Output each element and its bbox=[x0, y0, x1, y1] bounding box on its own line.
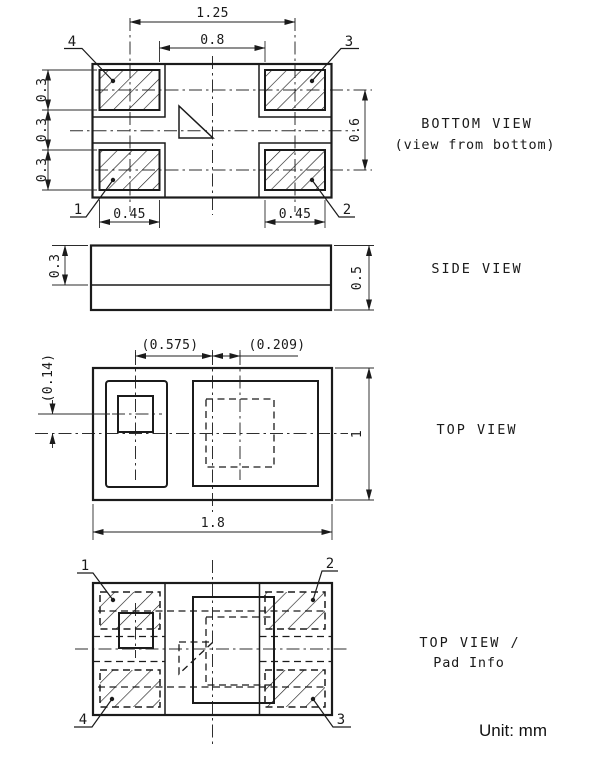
top-view-title: TOP VIEW bbox=[436, 422, 518, 438]
pin-label-4: 4 bbox=[67, 34, 77, 50]
pin3-dot bbox=[310, 79, 314, 83]
dim-label-body-width: 1.8 bbox=[200, 516, 226, 531]
bottom-view-subtitle: (view from bottom) bbox=[394, 137, 556, 153]
padinfo-pin-label-1: 1 bbox=[80, 558, 90, 574]
pin1-dot bbox=[111, 178, 115, 182]
padinfo-pad-2-top-right bbox=[265, 592, 325, 629]
padinfo-pin1-dot bbox=[111, 598, 115, 602]
pin2-dot bbox=[310, 178, 314, 182]
dim-label-pad-pitch-y: 0.6 bbox=[348, 117, 363, 143]
dim-label-pad-w-left: 0.45 bbox=[113, 207, 146, 222]
padinfo-pin-label-3: 3 bbox=[336, 712, 346, 728]
dim-label-pad-w-right: 0.45 bbox=[278, 207, 312, 222]
dim-label-pad-gap-y: 0.3 bbox=[35, 117, 50, 143]
pin-label-2: 2 bbox=[342, 202, 352, 218]
padinfo-pad-3-bottom-right bbox=[265, 670, 325, 707]
pin4-dot bbox=[111, 79, 115, 83]
dim-label-offset-y: (0.14) bbox=[41, 353, 56, 403]
bottom-view-title: BOTTOM VIEW bbox=[421, 116, 533, 132]
padinfo-pin-label-2: 2 bbox=[325, 556, 335, 572]
padinfo-pin-label-4: 4 bbox=[78, 712, 88, 728]
dim-label-offset-right: (0.209) bbox=[248, 338, 306, 353]
dim-label-lid-height: 0.3 bbox=[48, 253, 63, 279]
side-view-title: SIDE VIEW bbox=[431, 261, 523, 277]
padinfo-pin4-dot bbox=[110, 697, 114, 701]
pad-info-title-line2: Pad Info bbox=[433, 655, 505, 671]
padinfo-pin2-dot bbox=[311, 598, 315, 602]
dim-label-offset-left: (0.575) bbox=[141, 338, 199, 353]
pin-label-1: 1 bbox=[73, 202, 83, 218]
dim-label-total-height: 0.5 bbox=[350, 265, 365, 291]
padinfo-pad-1-top-left bbox=[100, 592, 160, 629]
pad-2-bottom-right bbox=[265, 150, 325, 190]
dim-label-body-height: 1 bbox=[350, 429, 365, 439]
padinfo-pin3-dot bbox=[311, 697, 315, 701]
dim-label-pad-h-top: 0.3 bbox=[35, 77, 50, 103]
pad-1-bottom-left bbox=[100, 150, 160, 190]
pad-info-title-line1: TOP VIEW / bbox=[419, 635, 521, 651]
padinfo-pad-4-bottom-left bbox=[100, 670, 160, 707]
dim-label-pad-pitch-x: 1.25 bbox=[196, 6, 229, 21]
dim-label-pad-h-bottom: 0.3 bbox=[35, 157, 50, 183]
dim-label-pad-gap-x: 0.8 bbox=[200, 33, 225, 48]
unit-note: Unit: mm bbox=[479, 721, 547, 740]
pin-label-3: 3 bbox=[344, 34, 354, 50]
